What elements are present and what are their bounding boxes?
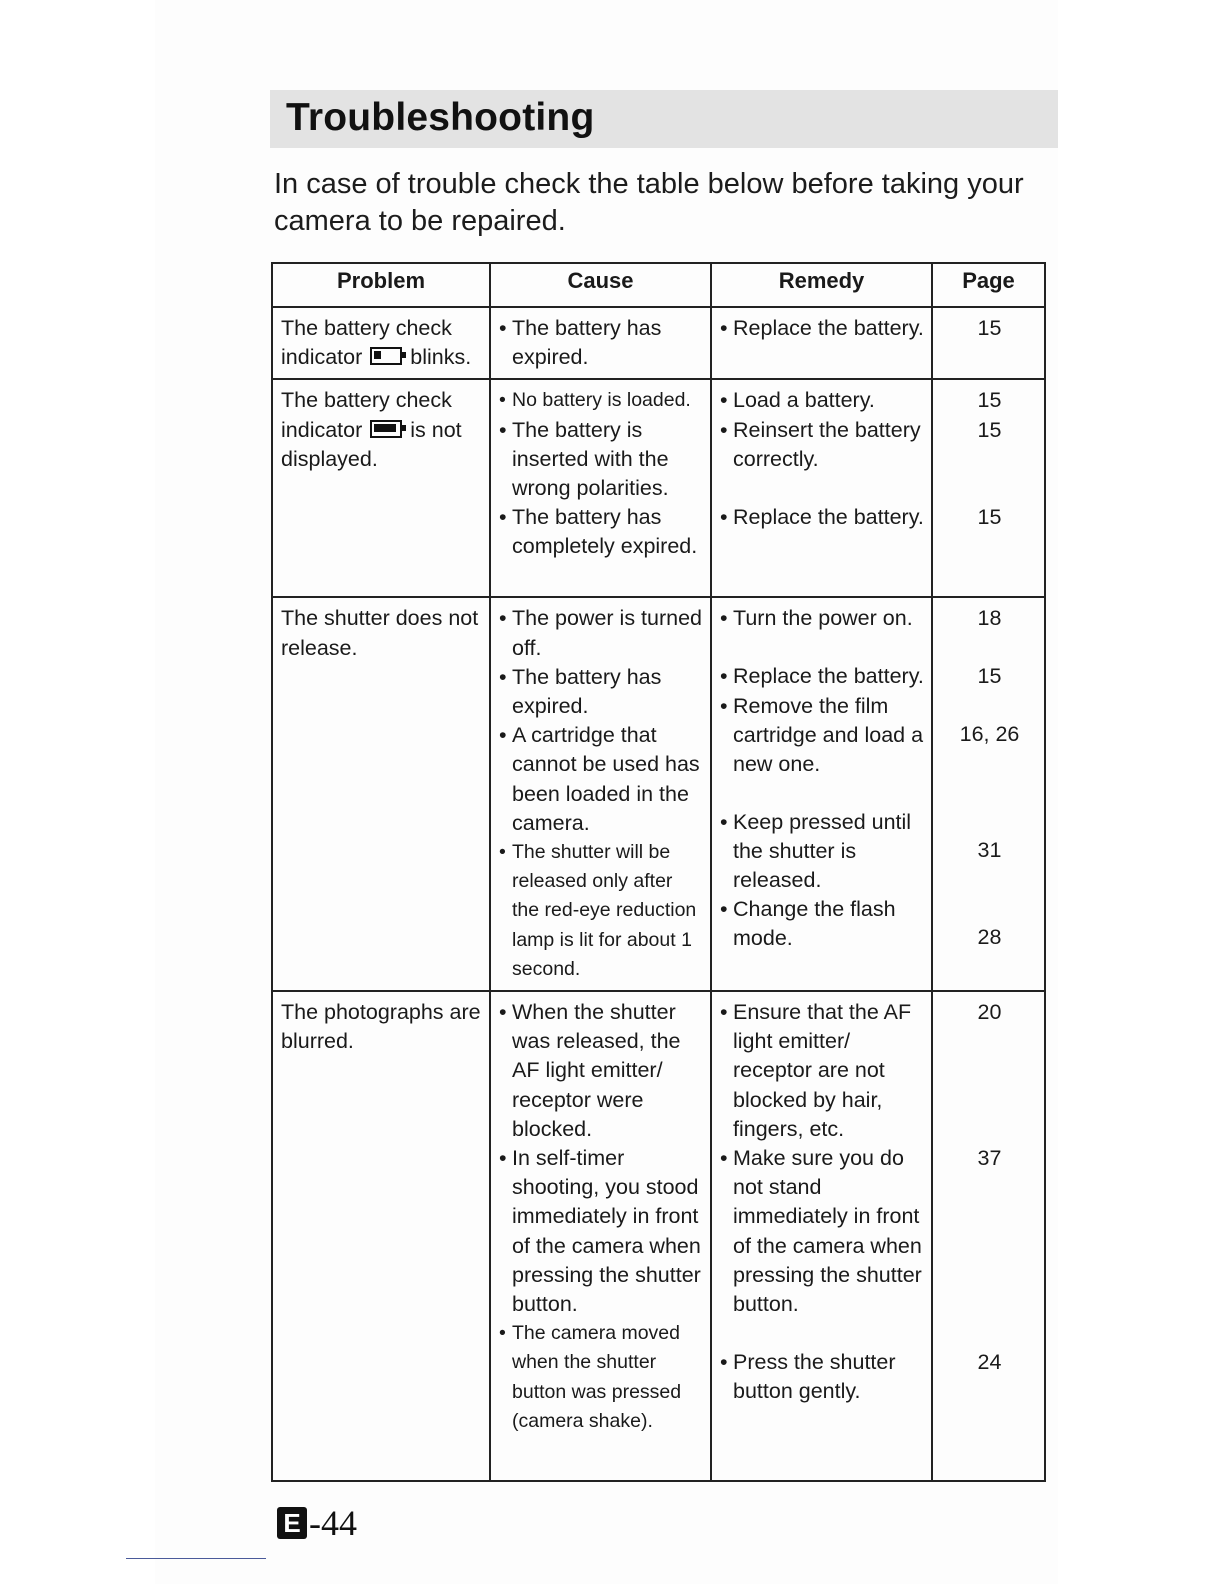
table-header-row [272, 263, 1045, 307]
cause-item: • The power is turned off. [499, 604, 704, 662]
page-ref: 15 [977, 316, 1002, 340]
remedy-item: • Change the flash mode. [720, 895, 925, 953]
page-ref: 37 [977, 1146, 1002, 1171]
page-ref: 28 [977, 925, 1002, 950]
page-cell [932, 379, 1045, 597]
header-page: Page [932, 263, 1045, 307]
troubleshooting-table [271, 262, 1046, 1482]
page-ref: 24 [977, 1350, 1002, 1375]
table-row [272, 379, 1045, 597]
problem-text: The photographs are blurred. [281, 1000, 481, 1054]
problem-text: blinks. [410, 345, 472, 370]
battery-full-icon [370, 420, 402, 438]
remedy-item: • Replace the battery. [720, 503, 925, 532]
remedy-item: • Load a battery. [720, 386, 925, 415]
header-remedy: Remedy [711, 263, 932, 307]
remedy-cell [711, 379, 932, 597]
problem-cell [272, 379, 490, 597]
cause-item: • No battery is loaded. [499, 386, 704, 415]
battery-low-icon [370, 347, 402, 365]
page-ref: 15 [977, 504, 1002, 529]
divider [126, 1558, 266, 1559]
header-cause: Cause [490, 263, 711, 307]
header-problem: Problem [272, 263, 490, 307]
cause-item: • A cartridge that cannot be used has been loaded in the camera. [499, 721, 704, 838]
table-row [272, 307, 1045, 379]
problem-text: The battery check indicator [281, 388, 452, 442]
page-cell [932, 597, 1045, 991]
remedy-item: • Reinsert the battery correctly. [720, 416, 925, 503]
page-ref: 15 [977, 388, 1002, 413]
section-badge: E [277, 1507, 307, 1539]
remedy-cell [711, 307, 932, 379]
problem-cell [272, 991, 490, 1481]
page-ref: 20 [977, 1000, 1002, 1025]
cause-cell [490, 379, 711, 597]
margin-left [0, 0, 155, 1584]
remedy-cell [711, 991, 932, 1481]
cause-item: • The battery has expired. [499, 663, 704, 721]
page-number: -44 [309, 1503, 357, 1543]
problem-cell [272, 597, 490, 991]
table-row [272, 597, 1045, 991]
cause-item: • The battery has expired. [499, 314, 704, 372]
cause-item: • In self-timer shooting, you stood immediately in front of the camera when pressing the shutter button. [499, 1144, 704, 1319]
page-footer [277, 1502, 357, 1544]
remedy-item: • Turn the power on. [720, 604, 925, 662]
page-ref: 16, 26 [959, 722, 1020, 747]
cause-item: • The camera moved when the shutter button was pressed (camera shake). [499, 1319, 704, 1436]
table-row [272, 991, 1045, 1481]
problem-text: is not displayed. [281, 417, 462, 471]
page-cell [932, 991, 1045, 1481]
remedy-item: • Ensure that the AF light emitter/ receptor are not blocked by hair, fingers, etc. [720, 998, 925, 1144]
page-ref: 15 [977, 664, 1002, 689]
remedy-cell [711, 597, 932, 991]
remedy-item: • Press the shutter button gently. [720, 1348, 925, 1406]
page-ref: 15 [977, 417, 1002, 442]
remedy-item: • Make sure you do not stand immediately in front of the camera when pressing the shutter button. [720, 1144, 925, 1348]
cause-cell [490, 991, 711, 1481]
page-cell [932, 307, 1045, 379]
page-ref: 18 [977, 606, 1002, 631]
problem-cell [272, 307, 490, 379]
page-title: Troubleshooting [286, 96, 595, 139]
remedy-item: • Replace the battery. [720, 314, 925, 343]
remedy-item: • Replace the battery. [720, 662, 925, 691]
remedy-item: • Keep pressed until the shutter is released. [720, 808, 925, 896]
cause-item: • The battery is inserted with the wrong polarities. [499, 416, 704, 504]
problem-text: The shutter does not release. [281, 606, 479, 660]
cause-item: • The shutter will be released only after the red-eye reduction lamp is lit for about 1 second. [499, 838, 704, 984]
cause-cell [490, 597, 711, 991]
cause-item: • The battery has completely expired. [499, 503, 704, 561]
cause-cell [490, 307, 711, 379]
remedy-item: • Remove the film cartridge and load a new one. [720, 692, 925, 808]
cause-item: • When the shutter was released, the AF light emitter/ receptor were blocked. [499, 998, 704, 1144]
problem-text: The battery check indicator [281, 316, 452, 370]
intro-text: In case of trouble check the table below before taking your camera to be repaired. [274, 168, 1024, 237]
page-ref: 31 [977, 838, 1002, 863]
